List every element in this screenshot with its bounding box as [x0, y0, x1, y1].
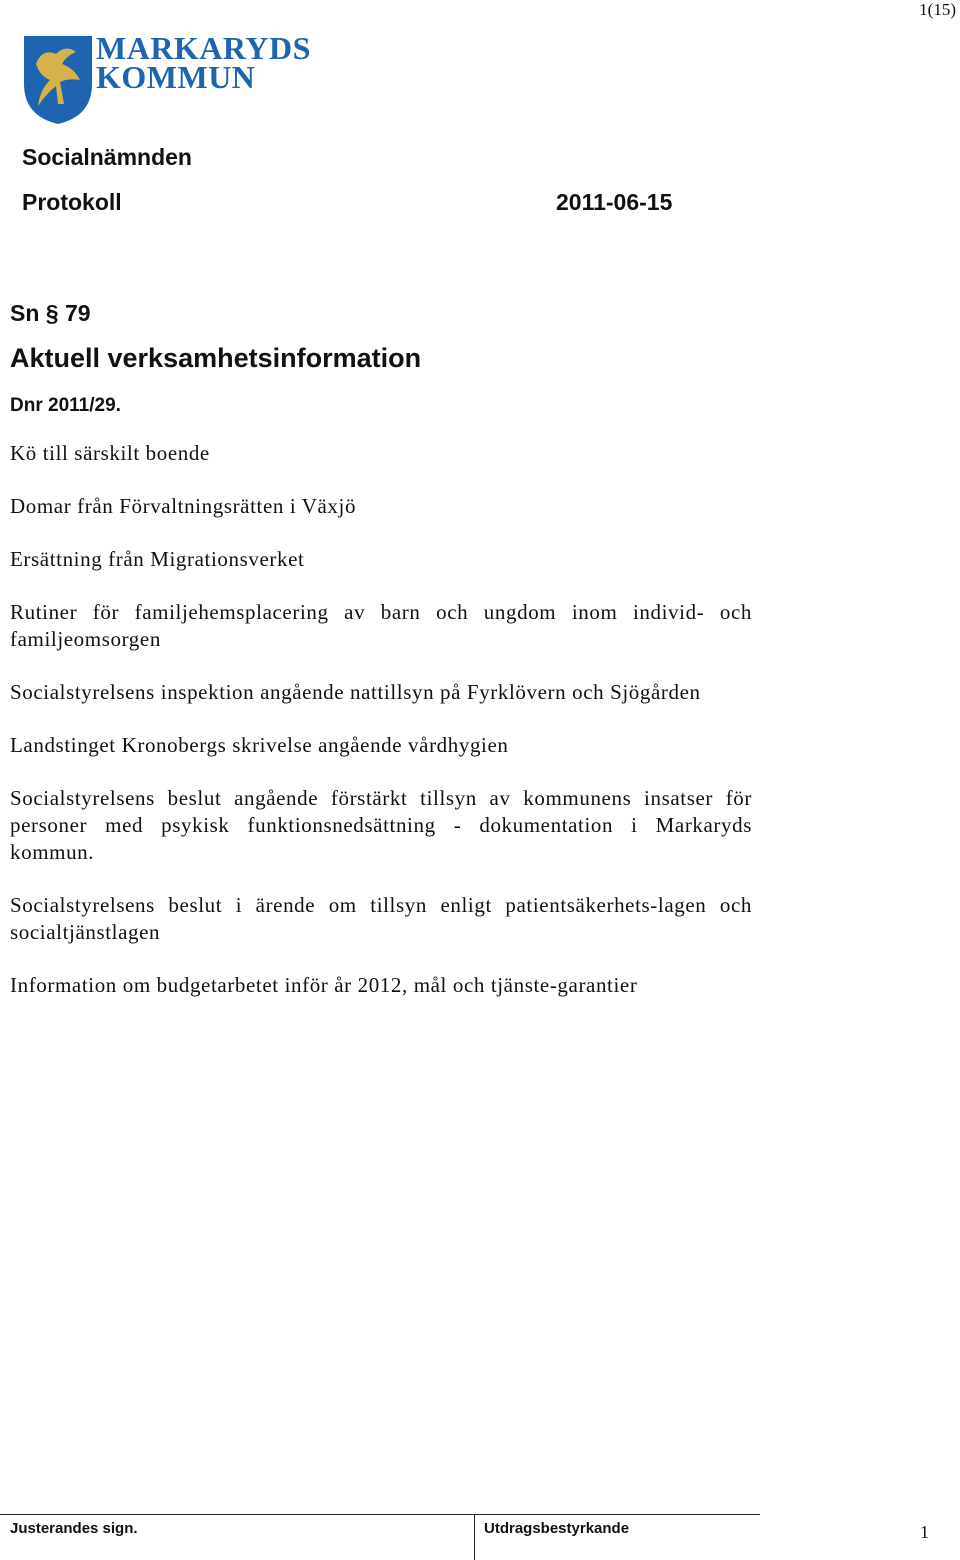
document-type: Protokoll	[22, 189, 122, 215]
agenda-item: Socialstyrelsens beslut i ärende om tillsyn enligt patientsäkerhets-lagen och socialtjänstlagen	[10, 893, 752, 944]
agenda-item: Kö till särskilt boende	[10, 441, 210, 465]
agenda-item: Rutiner för familjehemsplacering av barn och ungdom inom individ- och familjeomsorgen	[10, 600, 752, 651]
diary-number: Dnr 2011/29.	[10, 395, 121, 416]
coat-of-arms-icon	[22, 34, 94, 126]
agenda-item: Ersättning från Migrationsverket	[10, 547, 305, 571]
agenda-item: Landstinget Kronobergs skrivelse angående vårdhygien	[10, 733, 509, 757]
agenda-items	[10, 440, 752, 1025]
section-number: Sn § 79	[10, 300, 91, 326]
footer-vertical-divider	[474, 1514, 475, 1560]
page-indicator: 1(15)	[919, 0, 956, 19]
document-date: 2011-06-15	[556, 189, 673, 215]
footer-adjuster-signature: Justerandes sign.	[10, 1520, 138, 1537]
logo-line-1: MARKARYDS	[96, 30, 311, 66]
agenda-item: Information om budgetarbetet inför år 2012, mål och tjänste-garantier	[10, 973, 638, 997]
agenda-item: Socialstyrelsens beslut angående förstärkt tillsyn av kommunens insatser för personer med psykisk funktionsnedsättning - dokumentation i Markaryds kommun.	[10, 786, 752, 864]
municipality-logo	[22, 30, 322, 126]
logo-line-2: KOMMUN	[96, 59, 256, 95]
agenda-item: Domar från Förvaltningsrätten i Växjö	[10, 494, 357, 518]
agenda-item: Socialstyrelsens inspektion angående nattillsyn på Fyrklövern och Sjögården	[10, 680, 701, 704]
footer-divider-line	[0, 1514, 760, 1515]
committee-name: Socialnämnden	[22, 144, 192, 170]
footer-extract-certification: Utdragsbestyrkande	[484, 1520, 630, 1537]
section-title: Aktuell verksamhetsinformation	[10, 343, 422, 373]
footer-page-number: 1	[920, 1522, 929, 1542]
